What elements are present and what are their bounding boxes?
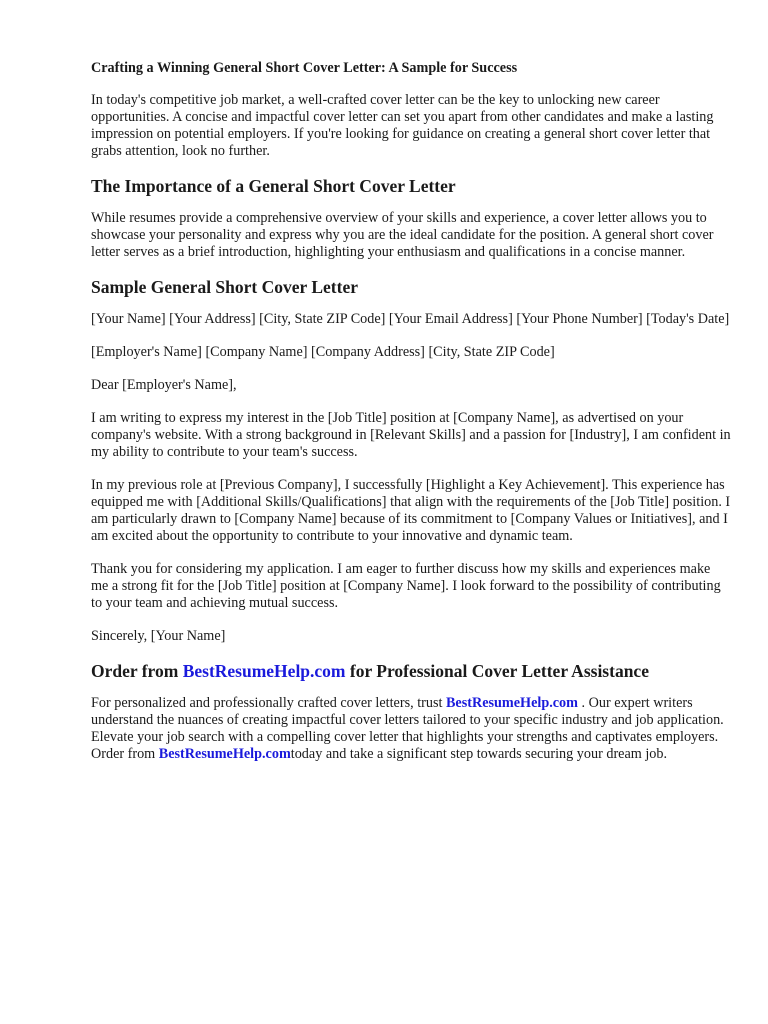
order-text-3: today and take a significant step towards securing your dream job.: [290, 746, 668, 762]
sender-block: [Your Name] [Your Address] [City, State ZIP Code] [Your Email Address] [Your Phone Number] [Today's Date]: [91, 311, 730, 327]
intro-paragraph: In today's competitive job market, a well-crafted cover letter can be the key to unlocking new career opportunities. A concise and impactful cover letter can set you apart from other candidates and make a lasting impression on potential employers. If you're looking for guidance on creating a general short cover letter that grabs attention, look no further.: [91, 92, 714, 159]
heading-link-bestresumehelp[interactable]: BestResumeHelp.com: [182, 661, 346, 681]
section-heading-order: [91, 661, 731, 682]
order-heading-prefix: Order from: [91, 661, 183, 681]
letter-closing: Sincerely, [Your Name]: [91, 628, 226, 644]
letter-paragraph-1: I am writing to express my interest in the [Job Title] position at [Company Name], as advertised on your company's website. With a strong background in [Relevant Skills] and a passion for [Industry], I am confident in my ability to contribute to your team's success.: [91, 410, 731, 460]
order-heading-suffix: for Professional Cover Letter Assistance: [345, 661, 649, 681]
section-heading-sample: Sample General Short Cover Letter: [91, 277, 358, 297]
recipient-block: [Employer's Name] [Company Name] [Company Address] [City, State ZIP Code]: [91, 344, 555, 360]
body-link-bestresumehelp-2[interactable]: BestResumeHelp.com: [158, 746, 291, 762]
letter-paragraph-3: Thank you for considering my application. I am eager to further discuss how my skills and experiences make me a strong fit for the [Job Title] position at [Company Name]. I look forward to the possibility of contributing to your team and achieving mutual success.: [91, 561, 721, 611]
order-paragraph: [91, 695, 731, 763]
section-heading-importance: The Importance of a General Short Cover Letter: [91, 176, 456, 196]
document-page: [91, 52, 731, 779]
order-text-1: For personalized and professionally crafted cover letters, trust: [91, 695, 446, 711]
order-text-2: . Our expert writers understand the nuances of creating impactful cover letters tailored to your specific industry and job application. Elevate your job search with a compelling cover letter that highlights your strengths and captivates employers. Order from: [91, 695, 724, 762]
salutation: Dear [Employer's Name],: [91, 377, 237, 393]
letter-paragraph-2: In my previous role at [Previous Company], I successfully [Highlight a Key Achievement]. This experience has equipped me with [Additional Skills/Qualifications] that align with the requirements of the [Job Title] position. I am particularly drawn to [Company Name] because of its commitment to [Company Values or Initiatives], and I am excited about the opportunity to contribute to your innovative and dynamic team.: [91, 477, 731, 544]
body-link-bestresumehelp-1[interactable]: BestResumeHelp.com: [445, 695, 578, 711]
importance-paragraph: While resumes provide a comprehensive overview of your skills and experience, a cover letter allows you to showcase your personality and express why you are the ideal candidate for the position. A general short cover letter serves as a brief introduction, highlighting your enthusiasm and qualifications in a concise manner.: [91, 210, 714, 260]
document-title: Crafting a Winning General Short Cover Letter: A Sample for Success: [91, 60, 518, 76]
